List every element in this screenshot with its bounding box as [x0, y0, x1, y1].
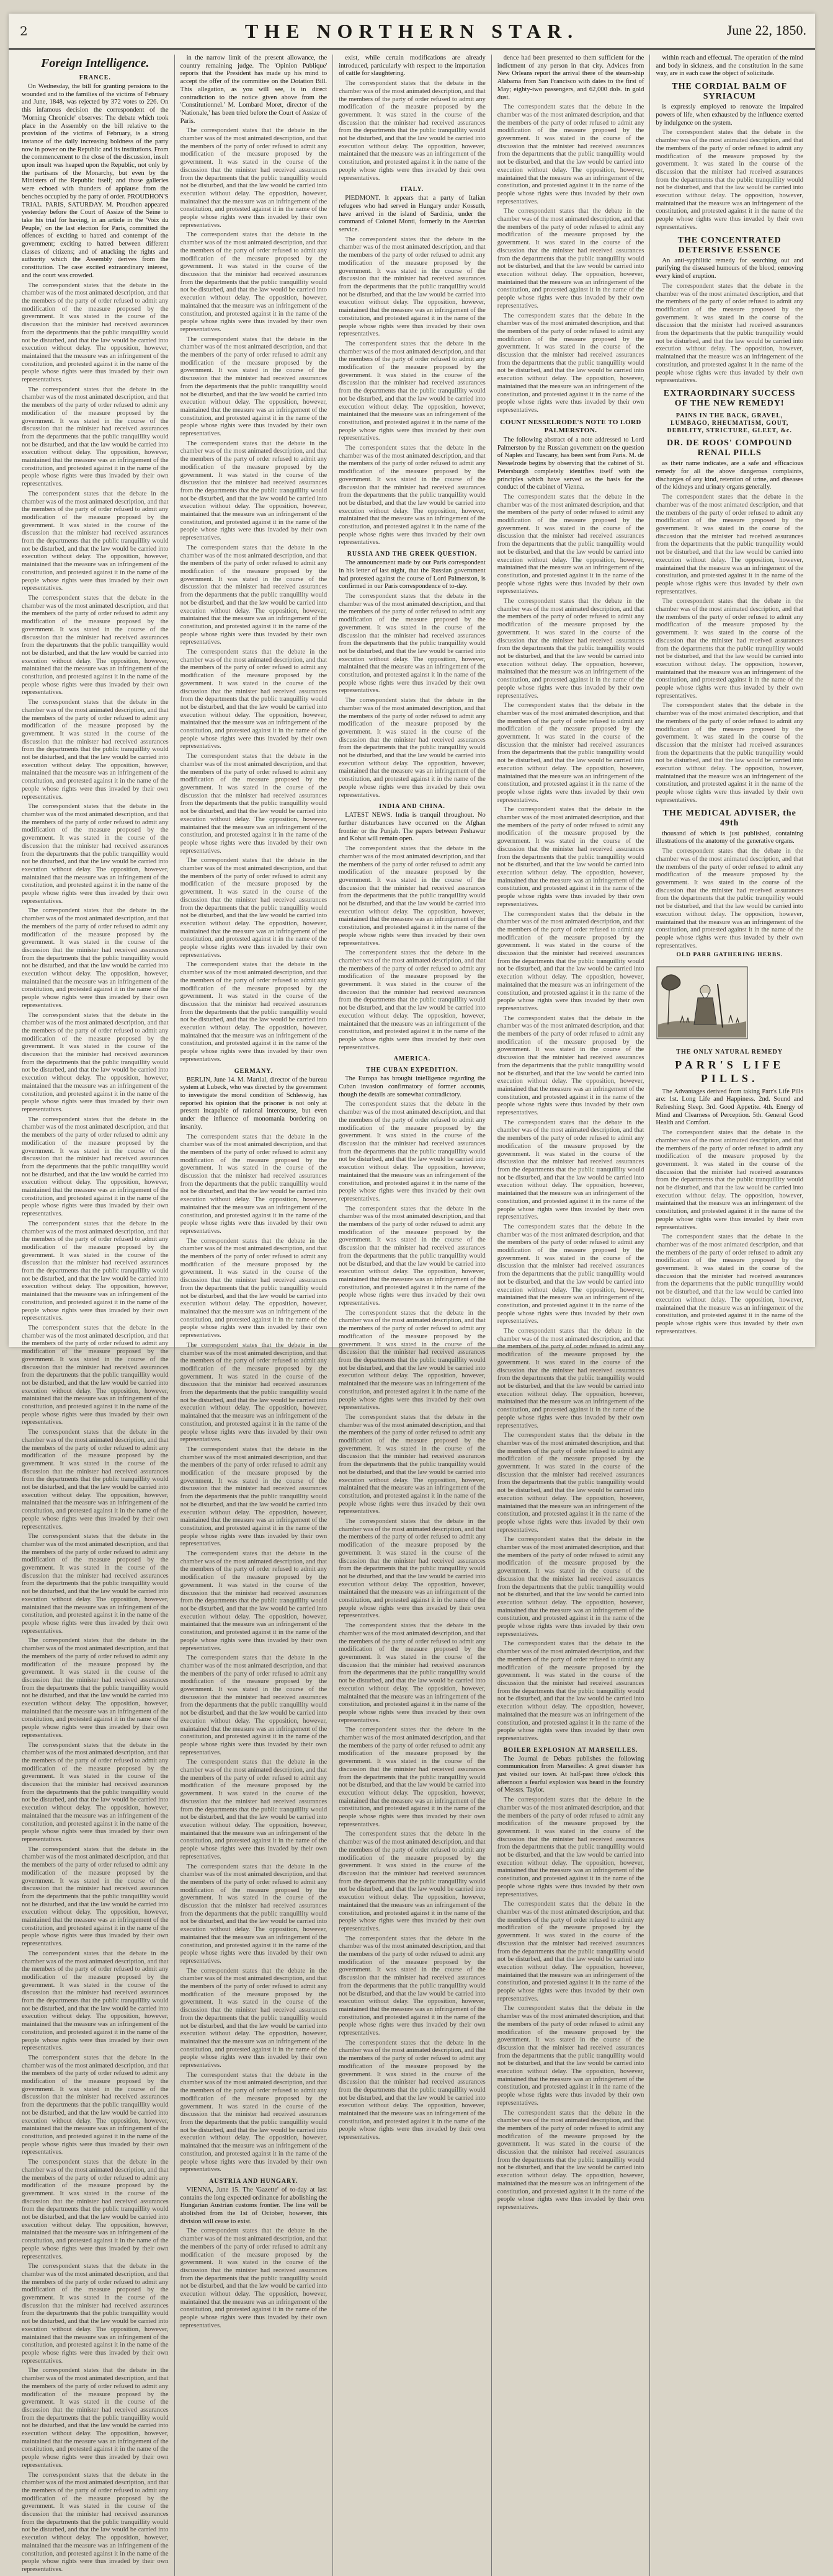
article-text: The correspondent states that the debate in the chamber was of the most animated description, and that the members of the party of order refused to admit any modification of the measure proposed by the government. It was stated in the course of the discussion that the minister had received assurances from the departments that the public tranquillity would not be disturbed, and that the law would be carried into execution without delay. The opposition, however, maintained that the measure was an infringement of the constitution, and protested against it in the name of the people whose rights were thus invaded by their own representatives. [180, 335, 327, 438]
columns [16, 55, 809, 2573]
article-text: The correspondent states that the debate in the chamber was of the most animated description, and that the members of the party of order refused to admit any modification of the measure proposed by the government. It was stated in the course of the discussion that the minister had received assurances from the departments that the public tranquillity would not be disturbed, and that the law would be carried into execution without delay. The opposition, however, maintained that the measure was an infringement of the constitution, and protested against it in the name of the people whose rights were thus invaded by their own representatives. [22, 490, 169, 592]
article-austria: VIENNA, June 15. The 'Gazette' of to-day at last contains the long expected ordinance for abolishing the Hungarian Austrian customs frontier. The line will be abolished from the 1st of October, however, this division will cease to exist. [180, 2186, 327, 2225]
article-text: The correspondent states that the debate in the chamber was of the most animated description, and that the members of the party of order refused to admit any modification of the measure proposed by the government. It was stated in the course of the discussion that the minister had received assurances from the departments that the public tranquillity would not be disturbed, and that the law would be carried into execution without delay. The opposition, however, maintained that the measure was an infringement of the constitution, and protested against it in the name of the people whose rights were thus invaded by their own representatives. [339, 80, 486, 182]
country-heading-italy: ITALY. [400, 186, 424, 193]
article-text: The correspondent states that the debate in the chamber was of the most animated description, and that the members of the party of order refused to admit any modification of the measure proposed by the government. It was stated in the course of the discussion that the minister had received assurances from the departments that the public tranquillity would not be disturbed, and that the law would be carried into execution without delay. The opposition, however, maintained that the measure was an infringement of the constitution, and protested against it in the name of the people whose rights were thus invaded by their own representatives. [497, 598, 644, 700]
article-text: The correspondent states that the debate in the chamber was of the most animated description, and that the members of the party of order refused to admit any modification of the measure proposed by the government. It was stated in the course of the discussion that the minister had received assurances from the departments that the public tranquillity would not be disturbed, and that the law would be carried into execution without delay. The opposition, however, maintained that the measure was an infringement of the constitution, and protested against it in the name of the people whose rights were thus invaded by their own representatives. [180, 1550, 327, 1652]
ad-text: The correspondent states that the debate in the chamber was of the most animated description, and that the members of the party of order refused to admit any modification of the measure proposed by the government. It was stated in the course of the discussion that the minister had received assurances from the departments that the public tranquillity would not be disturbed, and that the law would be carried into execution without delay. The opposition, however, maintained that the measure was an infringement of the constitution, and protested against it in the name of the people whose rights were thus invaded by their own representatives. [656, 282, 803, 384]
article-text: The correspondent states that the debate in the chamber was of the most animated description, and that the members of the party of order refused to admit any modification of the measure proposed by the government. It was stated in the course of the discussion that the minister had received assurances from the departments that the public tranquillity would not be disturbed, and that the law would be carried into execution without delay. The opposition, however, maintained that the measure was an infringement of the constitution, and protested against it in the name of the people whose rights were thus invaded by their own representatives. [22, 1324, 169, 1426]
ad-text: The correspondent states that the debate in the chamber was of the most animated description, and that the members of the party of order refused to admit any modification of the measure proposed by the government. It was stated in the course of the discussion that the minister had received assurances from the departments that the public tranquillity would not be disturbed, and that the law would be carried into execution without delay. The opposition, however, maintained that the measure was an infringement of the constitution, and protested against it in the name of the people whose rights were thus invaded by their own representatives. [656, 1129, 803, 1231]
article-america: The Europa has brought intelligence regarding the Cuban invasion confirmatory of former accounts, though the details are somewhat contradictory. [339, 1075, 486, 1098]
article-text: The correspondent states that the debate in the chamber was of the most animated description, and that the members of the party of order refused to admit any modification of the measure proposed by the government. It was stated in the course of the discussion that the minister had received assurances from the departments that the public tranquillity would not be disturbed, and that the law would be carried into execution without delay. The opposition, however, maintained that the measure was an infringement of the constitution, and protested against it in the name of the people whose rights were thus invaded by their own representatives. [339, 1205, 486, 1307]
article-text: The correspondent states that the debate in the chamber was of the most animated description, and that the members of the party of order refused to admit any modification of the measure proposed by the government. It was stated in the course of the discussion that the minister had received assurances from the departments that the public tranquillity would not be disturbed, and that the law would be carried into execution without delay. The opposition, however, maintained that the measure was an infringement of the constitution, and protested against it in the name of the people whose rights were thus invaded by their own representatives. [22, 1950, 169, 2052]
article-text: The correspondent states that the debate in the chamber was of the most animated description, and that the members of the party of order refused to admit any modification of the measure proposed by the government. It was stated in the course of the discussion that the minister had received assurances from the departments that the public tranquillity would not be disturbed, and that the law would be carried into execution without delay. The opposition, however, maintained that the measure was an infringement of the constitution, and protested against it in the name of the people whose rights were thus invaded by their own representatives. [497, 312, 644, 414]
article-text: dence had been presented to them sufficient for the indictment of any person in that city. Advices from New Orleans report the arrival there of the steam-ship Alabama from San Francisco with dates to the first of May; eighty-two passengers, and 62,000 dols. in gold dust. [497, 55, 644, 101]
article-text: The correspondent states that the debate in the chamber was of the most animated description, and that the members of the party of order refused to admit any modification of the measure proposed by the government. It was stated in the course of the discussion that the minister had received assurances from the departments that the public tranquillity would not be disturbed, and that the law would be carried into execution without delay. The opposition, however, maintained that the measure was an infringement of the constitution, and protested against it in the name of the people whose rights were thus invaded by their own representatives. [22, 2159, 169, 2260]
article-text: The correspondent states that the debate in the chamber was of the most animated description, and that the members of the party of order refused to admit any modification of the measure proposed by the government. It was stated in the course of the discussion that the minister had received assurances from the departments that the public tranquillity would not be disturbed, and that the law would be carried into execution without delay. The opposition, however, maintained that the measure was an infringement of the constitution, and protested against it in the name of the people whose rights were thus invaded by their own representatives. [339, 340, 486, 442]
country-heading-russia: RUSSIA AND THE GREEK QUESTION. [347, 551, 478, 558]
ad-cordial-balm-title: THE CORDIAL BALM OF SYRIACUM [672, 82, 788, 102]
country-heading-germany: GERMANY. [234, 1067, 274, 1075]
article-text: The correspondent states that the debate in the chamber was of the most animated description, and that the members of the party of order refused to admit any modification of the measure proposed by the government. It was stated in the course of the discussion that the minister had received assurances from the departments that the public tranquillity would not be disturbed, and that the law would be carried into execution without delay. The opposition, however, maintained that the measure was an infringement of the constitution, and protested against it in the name of the people whose rights were thus invaded by their own representatives. [339, 236, 486, 338]
old-parr-engraving [656, 966, 749, 1040]
ad-medical-adviser-title: THE MEDICAL ADVISER, the 49th [662, 808, 796, 828]
heading-boiler-explosion: BOILER EXPLOSION AT MARSEILLES. [503, 1746, 638, 1754]
article-text: The correspondent states that the debate in the chamber was of the most animated description, and that the members of the party of order refused to admit any modification of the measure proposed by the government. It was stated in the course of the discussion that the minister had received assurances from the departments that the public tranquillity would not be disturbed, and that the law would be carried into execution without delay. The opposition, however, maintained that the measure was an infringement of the constitution, and protested against it in the name of the people whose rights were thus invaded by their own representatives. [22, 1637, 169, 1739]
article-india: LATEST NEWS. India is tranquil throughout. No further disturbances have occurred on the Afghan frontier or the Punjab. The papers between Peshawur and Kohat will remain open. [339, 812, 486, 843]
masthead [9, 14, 815, 50]
ad-renal-pills-text: as their name indicates, are a safe and efficacious remedy for all the above dangerous complaints, discharges of any kind, retention of urine, and diseases of the kidneys and urinary organs generally. [656, 460, 803, 491]
country-heading-france: FRANCE. [79, 74, 111, 81]
article-text: The correspondent states that the debate in the chamber was of the most animated description, and that the members of the party of order refused to admit any modification of the measure proposed by the government. It was stated in the course of the discussion that the minister had received assurances from the departments that the public tranquillity would not be disturbed, and that the law would be carried into execution without delay. The opposition, however, maintained that the measure was an infringement of the constitution, and protested against it in the name of the people whose rights were thus invaded by their own representatives. [497, 1640, 644, 1742]
article-text: The correspondent states that the debate in the chamber was of the most animated description, and that the members of the party of order refused to admit any modification of the measure proposed by the government. It was stated in the course of the discussion that the minister had received assurances from the departments that the public tranquillity would not be disturbed, and that the law would be carried into execution without delay. The opposition, however, maintained that the measure was an infringement of the constitution, and protested against it in the name of the people whose rights were thus invaded by their own representatives. [497, 208, 644, 309]
article-text: The correspondent states that the debate in the chamber was of the most animated description, and that the members of the party of order refused to admit any modification of the measure proposed by the government. It was stated in the course of the discussion that the minister had received assurances from the departments that the public tranquillity would not be disturbed, and that the law would be carried into execution without delay. The opposition, however, maintained that the measure was an infringement of the constitution, and protested against it in the name of the people whose rights were thus invaded by their own representatives. [339, 1935, 486, 2037]
article-text: The correspondent states that the debate in the chamber was of the most animated description, and that the members of the party of order refused to admit any modification of the measure proposed by the government. It was stated in the course of the discussion that the minister had received assurances from the departments that the public tranquillity would not be disturbed, and that the law would be carried into execution without delay. The opposition, however, maintained that the measure was an infringement of the constitution, and protested against it in the name of the people whose rights were thus invaded by their own representatives. [339, 1101, 486, 1202]
column-3 [333, 55, 492, 2576]
article-text: The correspondent states that the debate in the chamber was of the most animated description, and that the members of the party of order refused to admit any modification of the measure proposed by the government. It was stated in the course of the discussion that the minister had received assurances from the departments that the public tranquillity would not be disturbed, and that the law would be carried into execution without delay. The opposition, however, maintained that the measure was an infringement of the constitution, and protested against it in the name of the people whose rights were thus invaded by their own representatives. [180, 1133, 327, 1235]
newspaper-page [9, 14, 815, 2573]
issue-date: June 22, 1850. [726, 22, 806, 38]
article-text: The correspondent states that the debate in the chamber was of the most animated description, and that the members of the party of order refused to admit any modification of the measure proposed by the government. It was stated in the course of the discussion that the minister had received assurances from the departments that the public tranquillity would not be disturbed, and that the law would be carried into execution without delay. The opposition, however, maintained that the measure was an infringement of the constitution, and protested against it in the name of the people whose rights were thus invaded by their own representatives. [180, 1759, 327, 1860]
ad-parr-title: PARR'S LIFE PILLS. [675, 1059, 785, 1085]
article-text: The correspondent states that the debate in the chamber was of the most animated description, and that the members of the party of order refused to admit any modification of the measure proposed by the government. It was stated in the course of the discussion that the minister had received assurances from the departments that the public tranquillity would not be disturbed, and that the law would be carried into execution without delay. The opposition, however, maintained that the measure was an infringement of the constitution, and protested against it in the name of the people whose rights were thus invaded by their own representatives. [339, 1622, 486, 1724]
column-2 [175, 55, 334, 2576]
article-text: The correspondent states that the debate in the chamber was of the most animated description, and that the members of the party of order refused to admit any modification of the measure proposed by the government. It was stated in the course of the discussion that the minister had received assurances from the departments that the public tranquillity would not be disturbed, and that the law would be carried into execution without delay. The opposition, however, maintained that the measure was an infringement of the constitution, and protested against it in the name of the people whose rights were thus invaded by their own representatives. [497, 702, 644, 804]
article-text: The correspondent states that the debate in the chamber was of the most animated description, and that the members of the party of order refused to admit any modification of the measure proposed by the government. It was stated in the course of the discussion that the minister had received assurances from the departments that the public tranquillity would not be disturbed, and that the law would be carried into execution without delay. The opposition, however, maintained that the measure was an infringement of the constitution, and protested against it in the name of the people whose rights were thus invaded by their own representatives. [22, 2054, 169, 2156]
article-text: The correspondent states that the debate in the chamber was of the most animated description, and that the members of the party of order refused to admit any modification of the measure proposed by the government. It was stated in the course of the discussion that the minister had received assurances from the departments that the public tranquillity would not be disturbed, and that the law would be carried into execution without delay. The opposition, however, maintained that the measure was an infringement of the constitution, and protested against it in the name of the people whose rights were thus invaded by their own representatives. [180, 2227, 327, 2329]
ad-text: within reach and effectual. The operation of the mind and body in sickness, and the constitution in the same way, are in each case the object of solicitude. [656, 55, 803, 78]
column-1 [16, 55, 175, 2576]
article-text: The correspondent states that the debate in the chamber was of the most animated description, and that the members of the party of order refused to admit any modification of the measure proposed by the government. It was stated in the course of the discussion that the minister had received assurances from the departments that the public tranquillity would not be disturbed, and that the law would be carried into execution without delay. The opposition, however, maintained that the measure was an infringement of the constitution, and protested against it in the name of the people whose rights were thus invaded by their own representatives. [22, 1116, 169, 1218]
article-text: The correspondent states that the debate in the chamber was of the most animated description, and that the members of the party of order refused to admit any modification of the measure proposed by the government. It was stated in the course of the discussion that the minister had received assurances from the departments that the public tranquillity would not be disturbed, and that the law would be carried into execution without delay. The opposition, however, maintained that the measure was an infringement of the constitution, and protested against it in the name of the people whose rights were thus invaded by their own representatives. [497, 1015, 644, 1117]
ad-text: The correspondent states that the debate in the chamber was of the most animated description, and that the members of the party of order refused to admit any modification of the measure proposed by the government. It was stated in the course of the discussion that the minister had received assurances from the departments that the public tranquillity would not be disturbed, and that the law would be carried into execution without delay. The opposition, however, maintained that the measure was an infringement of the constitution, and protested against it in the name of the people whose rights were thus invaded by their own representatives. [656, 702, 803, 804]
article-text: The correspondent states that the debate in the chamber was of the most animated description, and that the members of the party of order refused to admit any modification of the measure proposed by the government. It was stated in the course of the discussion that the minister had received assurances from the departments that the public tranquillity would not be disturbed, and that the law would be carried into execution without delay. The opposition, however, maintained that the measure was an infringement of the constitution, and protested against it in the name of the people whose rights were thus invaded by their own representatives. [497, 2005, 644, 2107]
article-text: The correspondent states that the debate in the chamber was of the most animated description, and that the members of the party of order refused to admit any modification of the measure proposed by the government. It was stated in the course of the discussion that the minister had received assurances from the departments that the public tranquillity would not be disturbed, and that the law would be carried into execution without delay. The opposition, however, maintained that the measure was an infringement of the constitution, and protested against it in the name of the people whose rights were thus invaded by their own representatives. [180, 753, 327, 855]
article-explosion: The Journal de Debats publishes the following communication from Marseilles: A great disaster has just visited our town. At half-past three o'clock this afternoon a fearful explosion was heard in the foundry of Messrs. Taylor. [497, 1755, 644, 1794]
article-text: The correspondent states that the debate in the chamber was of the most animated description, and that the members of the party of order refused to admit any modification of the measure proposed by the government. It was stated in the course of the discussion that the minister had received assurances from the departments that the public tranquillity would not be disturbed, and that the law would be carried into execution without delay. The opposition, however, maintained that the measure was an infringement of the constitution, and protested against it in the name of the people whose rights were thus invaded by their own representatives. [22, 1845, 169, 1948]
article-text: The correspondent states that the debate in the chamber was of the most animated description, and that the members of the party of order refused to admit any modification of the measure proposed by the government. It was stated in the course of the discussion that the minister had received assurances from the departments that the public tranquillity would not be disturbed, and that the law would be carried into execution without delay. The opposition, however, maintained that the measure was an infringement of the constitution, and protested against it in the name of the people whose rights were thus invaded by their own representatives. [22, 699, 169, 801]
ad-text: The correspondent states that the debate in the chamber was of the most animated description, and that the members of the party of order refused to admit any modification of the measure proposed by the government. It was stated in the course of the discussion that the minister had received assurances from the departments that the public tranquillity would not be disturbed, and that the law would be carried into execution without delay. The opposition, however, maintained that the measure was an infringement of the constitution, and protested against it in the name of the people whose rights were thus invaded by their own representatives. [656, 1233, 803, 1335]
article-text: The correspondent states that the debate in the chamber was of the most animated description, and that the members of the party of order refused to admit any modification of the measure proposed by the government. It was stated in the course of the discussion that the minister had received assurances from the departments that the public tranquillity would not be disturbed, and that the law would be carried into execution without delay. The opposition, however, maintained that the measure was an infringement of the constitution, and protested against it in the name of the people whose rights were thus invaded by their own representatives. [339, 845, 486, 947]
ad-text: The correspondent states that the debate in the chamber was of the most animated description, and that the members of the party of order refused to admit any modification of the measure proposed by the government. It was stated in the course of the discussion that the minister had received assurances from the departments that the public tranquillity would not be disturbed, and that the law would be carried into execution without delay. The opposition, however, maintained that the measure was an infringement of the constitution, and protested against it in the name of the people whose rights were thus invaded by their own representatives. [656, 848, 803, 949]
ad-renal-pills-title: DR. DE ROOS' COMPOUND RENAL PILLS [667, 438, 793, 458]
article-text: The correspondent states that the debate in the chamber was of the most animated description, and that the members of the party of order refused to admit any modification of the measure proposed by the government. It was stated in the course of the discussion that the minister had received assurances from the departments that the public tranquillity would not be disturbed, and that the law would be carried into execution without delay. The opposition, however, maintained that the measure was an infringement of the constitution, and protested against it in the name of the people whose rights were thus invaded by their own representatives. [497, 2109, 644, 2211]
country-heading-austria: AUSTRIA AND HUNGARY. [209, 2177, 298, 2185]
article-text: The correspondent states that the debate in the chamber was of the most animated description, and that the members of the party of order refused to admit any modification of the measure proposed by the government. It was stated in the course of the discussion that the minister had received assurances from the departments that the public tranquillity would not be disturbed, and that the law would be carried into execution without delay. The opposition, however, maintained that the measure was an infringement of the constitution, and protested against it in the name of the people whose rights were thus invaded by their own representatives. [180, 961, 327, 1063]
article-text: The correspondent states that the debate in the chamber was of the most animated description, and that the members of the party of order refused to admit any modification of the measure proposed by the government. It was stated in the course of the discussion that the minister had received assurances from the departments that the public tranquillity would not be disturbed, and that the law would be carried into execution without delay. The opposition, however, maintained that the measure was an infringement of the constitution, and protested against it in the name of the people whose rights were thus invaded by their own representatives. [22, 1011, 169, 1113]
article-text: The correspondent states that the debate in the chamber was of the most animated description, and that the members of the party of order refused to admit any modification of the measure proposed by the government. It was stated in the course of the discussion that the minister had received assurances from the departments that the public tranquillity would not be disturbed, and that the law would be carried into execution without delay. The opposition, however, maintained that the measure was an infringement of the constitution, and protested against it in the name of the people whose rights were thus invaded by their own representatives. [180, 440, 327, 542]
article-text: The correspondent states that the debate in the chamber was of the most animated description, and that the members of the party of order refused to admit any modification of the measure proposed by the government. It was stated in the course of the discussion that the minister had received assurances from the departments that the public tranquillity would not be disturbed, and that the law would be carried into execution without delay. The opposition, however, maintained that the measure was an infringement of the constitution, and protested against it in the name of the people whose rights were thus invaded by their own representatives. [22, 803, 169, 905]
ad-text: The correspondent states that the debate in the chamber was of the most animated description, and that the members of the party of order refused to admit any modification of the measure proposed by the government. It was stated in the course of the discussion that the minister had received assurances from the departments that the public tranquillity would not be disturbed, and that the law would be carried into execution without delay. The opposition, however, maintained that the measure was an infringement of the constitution, and protested against it in the name of the people whose rights were thus invaded by their own representatives. [656, 129, 803, 231]
article-france: On Wednesday, the bill for granting pensions to the wounded and to the families of the victims of February and June, 1848, was rejected by 372 votes to 226. On this infamous decision the correspondent of the 'Morning Chronicle' observes: The debate which took place in the Assembly on the bill relative to the provision of the victims of February, is a strong instance of the daily increasing boldness of the party now in power on the Republic and its institutions. From the commencement to the close of the discussion, insult upon insult was heaped upon the Republic, not only by the partisans of the Monarchy, but even by the Ministers of the Republic itself; and those galleries were echoed with thunders of applause from the benches occupied by the party of order. PROUDHON'S TRIAL. PARIS, SATURDAY. M. Proudhon appeared yesterday before the Court of Assize of the Seine to take his trial for having, in an article in the 'Voix du Peuple,' on the last election for Paris, committed the offences of exciting to hatred and contempt of the government; exciting to hatred between different classes of citizens; and of attacking the rights and authority which the Assembly derives from the constitution. The case excited extraordinary interest, and the court was crowded. [22, 83, 169, 279]
column-5-advertisements [650, 55, 809, 2576]
article-russia: The announcement made by our Paris correspondent in his letter of last night, that the Russian government had protested against the course of Lord Palmerston, is confirmed in our Paris correspondence of to-day. [339, 559, 486, 590]
article-text: The correspondent states that the debate in the chamber was of the most animated description, and that the members of the party of order refused to admit any modification of the measure proposed by the government. It was stated in the course of the discussion that the minister had received assurances from the departments that the public tranquillity would not be disturbed, and that the law would be carried into execution without delay. The opposition, however, maintained that the measure was an infringement of the constitution, and protested against it in the name of the people whose rights were thus invaded by their own representatives. [180, 544, 327, 646]
ad-text: The correspondent states that the debate in the chamber was of the most animated description, and that the members of the party of order refused to admit any modification of the measure proposed by the government. It was stated in the course of the discussion that the minister had received assurances from the departments that the public tranquillity would not be disturbed, and that the law would be carried into execution without delay. The opposition, however, maintained that the measure was an infringement of the constitution, and protested against it in the name of the people whose rights were thus invaded by their own representatives. [656, 494, 803, 595]
ad-text: The correspondent states that the debate in the chamber was of the most animated description, and that the members of the party of order refused to admit any modification of the measure proposed by the government. It was stated in the course of the discussion that the minister had received assurances from the departments that the public tranquillity would not be disturbed, and that the law would be carried into execution without delay. The opposition, however, maintained that the measure was an infringement of the constitution, and protested against it in the name of the people whose rights were thus invaded by their own representatives. [656, 598, 803, 700]
article-text: The correspondent states that the debate in the chamber was of the most animated description, and that the members of the party of order refused to admit any modification of the measure proposed by the government. It was stated in the course of the discussion that the minister had received assurances from the departments that the public tranquillity would not be disturbed, and that the law would be carried into execution without delay. The opposition, however, maintained that the measure was an infringement of the constitution, and protested against it in the name of the people whose rights were thus invaded by their own representatives. [497, 1901, 644, 2002]
article-text: The correspondent states that the debate in the chamber was of the most animated description, and that the members of the party of order refused to admit any modification of the measure proposed by the government. It was stated in the course of the discussion that the minister had received assurances from the departments that the public tranquillity would not be disturbed, and that the law would be carried into execution without delay. The opposition, however, maintained that the measure was an infringement of the constitution, and protested against it in the name of the people whose rights were thus invaded by their own representatives. [22, 2471, 169, 2573]
newspaper-title: THE NORTHERN STAR. [244, 20, 579, 42]
article-text: The correspondent states that the debate in the chamber was of the most animated description, and that the members of the party of order refused to admit any modification of the measure proposed by the government. It was stated in the course of the discussion that the minister had received assurances from the departments that the public tranquillity would not be disturbed, and that the law would be carried into execution without delay. The opposition, however, maintained that the measure was an infringement of the constitution, and protested against it in the name of the people whose rights were thus invaded by their own representatives. [180, 1237, 327, 1339]
country-heading-america: AMERICA. [393, 1055, 431, 1063]
ad-new-remedy-subtitle: PAINS IN THE BACK, GRAVEL, LUMBAGO, RHEUMATISM, GOUT, DEBILITY, STRICTURE, GLEET, &c. [667, 412, 792, 435]
article-text: The correspondent states that the debate in the chamber was of the most animated description, and that the members of the party of order refused to admit any modification of the measure proposed by the government. It was stated in the course of the discussion that the minister had received assurances from the departments that the public tranquillity would not be disturbed, and that the law would be carried into execution without delay. The opposition, however, maintained that the measure was an infringement of the constitution, and protested against it in the name of the people whose rights were thus invaded by their own representatives. [22, 907, 169, 1009]
article-text: The correspondent states that the debate in the chamber was of the most animated description, and that the members of the party of order refused to admit any modification of the measure proposed by the government. It was stated in the course of the discussion that the minister had received assurances from the departments that the public tranquillity would not be disturbed, and that the law would be carried into execution without delay. The opposition, however, maintained that the measure was an infringement of the constitution, and protested against it in the name of the people whose rights were thus invaded by their own representatives. [339, 445, 486, 546]
article-text: The correspondent states that the debate in the chamber was of the most animated description, and that the members of the party of order refused to admit any modification of the measure proposed by the government. It was stated in the course of the discussion that the minister had received assurances from the departments that the public tranquillity would not be disturbed, and that the law would be carried into execution without delay. The opposition, however, maintained that the measure was an infringement of the constitution, and protested against it in the name of the people whose rights were thus invaded by their own representatives. [497, 1119, 644, 1221]
article-text: The correspondent states that the debate in the chamber was of the most animated description, and that the members of the party of order refused to admit any modification of the measure proposed by the government. It was stated in the course of the discussion that the minister had received assurances from the departments that the public tranquillity would not be disturbed, and that the law would be carried into execution without delay. The opposition, however, maintained that the measure was an infringement of the constitution, and protested against it in the name of the people whose rights were thus invaded by their own representatives. [497, 493, 644, 595]
article-text: The correspondent states that the debate in the chamber was of the most animated description, and that the members of the party of order refused to admit any modification of the measure proposed by the government. It was stated in the course of the discussion that the minister had received assurances from the departments that the public tranquillity would not be disturbed, and that the law would be carried into execution without delay. The opposition, however, maintained that the measure was an infringement of the constitution, and protested against it in the name of the people whose rights were thus invaded by their own representatives. [339, 2039, 486, 2141]
page-number: 2 [20, 24, 28, 38]
ad-cordial-balm-text: is expressly employed to renovate the impaired powers of life, when exhausted by the influence exerted by indulgence on the system. [656, 104, 803, 127]
article-text: The correspondent states that the debate in the chamber was of the most animated description, and that the members of the party of order refused to admit any modification of the measure proposed by the government. It was stated in the course of the discussion that the minister had received assurances from the departments that the public tranquillity would not be disturbed, and that the law would be carried into execution without delay. The opposition, however, maintained that the measure was an infringement of the constitution, and protested against it in the name of the people whose rights were thus invaded by their own representatives. [180, 1967, 327, 2069]
ad-detersive-essence-title: THE CONCENTRATED DETERSIVE ESSENCE [677, 235, 782, 255]
article-text: The correspondent states that the debate in the chamber was of the most animated description, and that the members of the party of order refused to admit any modification of the measure proposed by the government. It was stated in the course of the discussion that the minister had received assurances from the departments that the public tranquillity would not be disturbed, and that the law would be carried into execution without delay. The opposition, however, maintained that the measure was an infringement of the constitution, and protested against it in the name of the people whose rights were thus invaded by their own representatives. [497, 910, 644, 1012]
heading-nesselrode-note: COUNT NESSELRODE'S NOTE TO LORD PALMERSTON. [500, 418, 641, 434]
article-text: in the narrow limit of the present allowance, the country remaining judge. The 'Opinion Publique' reports that the President has made up his mind to accept the offer of the committee on the Dotation Bill. This allegation, as you will see, is in direct contradiction to the notice given above from the 'Constitutionnel.' M. Lombard Moret, director of the 'Nationale,' has been tried before the Court of Assize of Paris. [180, 55, 327, 125]
article-text: The correspondent states that the debate in the chamber was of the most animated description, and that the members of the party of order refused to admit any modification of the measure proposed by the government. It was stated in the course of the discussion that the minister had received assurances from the departments that the public tranquillity would not be disturbed, and that the law would be carried into execution without delay. The opposition, however, maintained that the measure was an infringement of the constitution, and protested against it in the name of the people whose rights were thus invaded by their own representatives. [339, 1726, 486, 1828]
article-text: The correspondent states that the debate in the chamber was of the most animated description, and that the members of the party of order refused to admit any modification of the measure proposed by the government. It was stated in the course of the discussion that the minister had received assurances from the departments that the public tranquillity would not be disturbed, and that the law would be carried into execution without delay. The opposition, however, maintained that the measure was an infringement of the constitution, and protested against it in the name of the people whose rights were thus invaded by their own representatives. [339, 1413, 486, 1516]
article-text: The correspondent states that the debate in the chamber was of the most animated description, and that the members of the party of order refused to admit any modification of the measure proposed by the government. It was stated in the course of the discussion that the minister had received assurances from the departments that the public tranquillity would not be disturbed, and that the law would be carried into execution without delay. The opposition, however, maintained that the measure was an infringement of the constitution, and protested against it in the name of the people whose rights were thus invaded by their own representatives. [497, 806, 644, 908]
illustration-caption: OLD PARR GATHERING HERBS. [676, 952, 783, 959]
article-text: The correspondent states that the debate in the chamber was of the most animated description, and that the members of the party of order refused to admit any modification of the measure proposed by the government. It was stated in the course of the discussion that the minister had received assurances from the departments that the public tranquillity would not be disturbed, and that the law would be carried into execution without delay. The opposition, however, maintained that the measure was an infringement of the constitution, and protested against it in the name of the people whose rights were thus invaded by their own representatives. [180, 231, 327, 333]
country-heading-india: INDIA AND CHINA. [379, 803, 445, 811]
article-text: The correspondent states that the debate in the chamber was of the most animated description, and that the members of the party of order refused to admit any modification of the measure proposed by the government. It was stated in the course of the discussion that the minister had received assurances from the departments that the public tranquillity would not be disturbed, and that the law would be carried into execution without delay. The opposition, however, maintained that the measure was an infringement of the constitution, and protested against it in the name of the people whose rights were thus invaded by their own representatives. [180, 2071, 327, 2174]
article-nesselrode: The following abstract of a note addressed to Lord Palmerston by the Russian government on the question of Naples and Tuscany, has been sent from Paris. M. de Nesselrode begins by observing that the cabinet of St. Petersburgh completely identifies itself with the principles which have served as the basis for the conduct of the cabinet of Vienna. [497, 437, 644, 491]
article-germany: BERLIN, June 14. M. Martial, director of the bureau system at Lubeck, who was directed by the government to investigate the moral condition of Schleswig, has reported his opinion that the prisoner is not only at present incapable of rational intercourse, but even under the influence of monomania bordering on insanity. [180, 1076, 327, 1130]
article-text: The correspondent states that the debate in the chamber was of the most animated description, and that the members of the party of order refused to admit any modification of the measure proposed by the government. It was stated in the course of the discussion that the minister had received assurances from the departments that the public tranquillity would not be disturbed, and that the law would be carried into execution without delay. The opposition, however, maintained that the measure was an infringement of the constitution, and protested against it in the name of the people whose rights were thus invaded by their own representatives. [22, 386, 169, 488]
ad-parr-text: The Advantages derived from taking Parr's Life Pills are: 1st. Long Life and Happiness. 2nd. Sound and Refreshing Sleep. 3rd. Good Appetite. 4th. Energy of Mind and Clearness of Perception. 5th. General Good Health and Comfort. [656, 1088, 803, 1127]
article-text: The correspondent states that the debate in the chamber was of the most animated description, and that the members of the party of order refused to admit any modification of the measure proposed by the government. It was stated in the course of the discussion that the minister had received assurances from the departments that the public tranquillity would not be disturbed, and that the law would be carried into execution without delay. The opposition, however, maintained that the measure was an infringement of the constitution, and protested against it in the name of the people whose rights were thus invaded by their own representatives. [180, 857, 327, 959]
article-italy: PIEDMONT. It appears that a party of Italian refugees who had served in Hungary under Kossuth, have arrived in the island of Sardinia, under the command of Colonel Monti, formerly in the Austrian service. [339, 195, 486, 234]
article-text: The correspondent states that the debate in the chamber was of the most animated description, and that the members of the party of order refused to admit any modification of the measure proposed by the government. It was stated in the course of the discussion that the minister had received assurances from the departments that the public tranquillity would not be disturbed, and that the law would be carried into execution without delay. The opposition, however, maintained that the measure was an infringement of the constitution, and protested against it in the name of the people whose rights were thus invaded by their own representatives. [339, 697, 486, 799]
article-text: The correspondent states that the debate in the chamber was of the most animated description, and that the members of the party of order refused to admit any modification of the measure proposed by the government. It was stated in the course of the discussion that the minister had received assurances from the departments that the public tranquillity would not be disturbed, and that the law would be carried into execution without delay. The opposition, however, maintained that the measure was an infringement of the constitution, and protested against it in the name of the people whose rights were thus invaded by their own representatives. [22, 2263, 169, 2365]
section-heading: Foreign Intelligence. [41, 56, 149, 70]
ad-parr-tagline: THE ONLY NATURAL REMEDY [676, 1049, 783, 1056]
article-text: The correspondent states that the debate in the chamber was of the most animated description, and that the members of the party of order refused to admit any modification of the measure proposed by the government. It was stated in the course of the discussion that the minister had received assurances from the departments that the public tranquillity would not be disturbed, and that the law would be carried into execution without delay. The opposition, however, maintained that the measure was an infringement of the constitution, and protested against it in the name of the people whose rights were thus invaded by their own representatives. [22, 1741, 169, 1843]
article-text: The correspondent states that the debate in the chamber was of the most animated description, and that the members of the party of order refused to admit any modification of the measure proposed by the government. It was stated in the course of the discussion that the minister had received assurances from the departments that the public tranquillity would not be disturbed, and that the law would be carried into execution without delay. The opposition, however, maintained that the measure was an infringement of the constitution, and protested against it in the name of the people whose rights were thus invaded by their own representatives. [497, 1797, 644, 1898]
subheading-cuba: THE CUBAN EXPEDITION. [366, 1067, 458, 1074]
article-text: The correspondent states that the debate in the chamber was of the most animated description, and that the members of the party of order refused to admit any modification of the measure proposed by the government. It was stated in the course of the discussion that the minister had received assurances from the departments that the public tranquillity would not be disturbed, and that the law would be carried into execution without delay. The opposition, however, maintained that the measure was an infringement of the constitution, and protested against it in the name of the people whose rights were thus invaded by their own representatives. [339, 949, 486, 1051]
article-text: The correspondent states that the debate in the chamber was of the most animated description, and that the members of the party of order refused to admit any modification of the measure proposed by the government. It was stated in the course of the discussion that the minister had received assurances from the departments that the public tranquillity would not be disturbed, and that the law would be carried into execution without delay. The opposition, however, maintained that the measure was an infringement of the constitution, and protested against it in the name of the people whose rights were thus invaded by their own representatives. [22, 282, 169, 384]
ad-detersive-essence-text: An anti-syphilitic remedy for searching out and purifying the diseased humours of the blood; removing every kind of eruption. [656, 257, 803, 280]
engraving-figure-body [694, 998, 716, 1024]
article-text: The correspondent states that the debate in the chamber was of the most animated description, and that the members of the party of order refused to admit any modification of the measure proposed by the government. It was stated in the course of the discussion that the minister had received assurances from the departments that the public tranquillity would not be disturbed, and that the law would be carried into execution without delay. The opposition, however, maintained that the measure was an infringement of the constitution, and protested against it in the name of the people whose rights were thus invaded by their own representatives. [22, 595, 169, 696]
article-text: The correspondent states that the debate in the chamber was of the most animated description, and that the members of the party of order refused to admit any modification of the measure proposed by the government. It was stated in the course of the discussion that the minister had received assurances from the departments that the public tranquillity would not be disturbed, and that the law would be carried into execution without delay. The opposition, however, maintained that the measure was an infringement of the constitution, and protested against it in the name of the people whose rights were thus invaded by their own representatives. [22, 2367, 169, 2469]
article-text: The correspondent states that the debate in the chamber was of the most animated description, and that the members of the party of order refused to admit any modification of the measure proposed by the government. It was stated in the course of the discussion that the minister had received assurances from the departments that the public tranquillity would not be disturbed, and that the law would be carried into execution without delay. The opposition, however, maintained that the measure was an infringement of the constitution, and protested against it in the name of the people whose rights were thus invaded by their own representatives. [339, 1518, 486, 1620]
article-text: The correspondent states that the debate in the chamber was of the most animated description, and that the members of the party of order refused to admit any modification of the measure proposed by the government. It was stated in the course of the discussion that the minister had received assurances from the departments that the public tranquillity would not be disturbed, and that the law would be carried into execution without delay. The opposition, however, maintained that the measure was an infringement of the constitution, and protested against it in the name of the people whose rights were thus invaded by their own representatives. [22, 1429, 169, 1530]
article-text: The correspondent states that the debate in the chamber was of the most animated description, and that the members of the party of order refused to admit any modification of the measure proposed by the government. It was stated in the course of the discussion that the minister had received assurances from the departments that the public tranquillity would not be disturbed, and that the law would be carried into execution without delay. The opposition, however, maintained that the measure was an infringement of the constitution, and protested against it in the name of the people whose rights were thus invaded by their own representatives. [180, 127, 327, 229]
article-text: The correspondent states that the debate in the chamber was of the most animated description, and that the members of the party of order refused to admit any modification of the measure proposed by the government. It was stated in the course of the discussion that the minister had received assurances from the departments that the public tranquillity would not be disturbed, and that the law would be carried into execution without delay. The opposition, however, maintained that the measure was an infringement of the constitution, and protested against it in the name of the people whose rights were thus invaded by their own representatives. [497, 1223, 644, 1325]
ad-medical-adviser-text: thousand of which is just published, containing illustrations of the anatomy of the generative organs. [656, 830, 803, 845]
article-text: The correspondent states that the debate in the chamber was of the most animated description, and that the members of the party of order refused to admit any modification of the measure proposed by the government. It was stated in the course of the discussion that the minister had received assurances from the departments that the public tranquillity would not be disturbed, and that the law would be carried into execution without delay. The opposition, however, maintained that the measure was an infringement of the constitution, and protested against it in the name of the people whose rights were thus invaded by their own representatives. [180, 1341, 327, 1444]
article-text: The correspondent states that the debate in the chamber was of the most animated description, and that the members of the party of order refused to admit any modification of the measure proposed by the government. It was stated in the course of the discussion that the minister had received assurances from the departments that the public tranquillity would not be disturbed, and that the law would be carried into execution without delay. The opposition, however, maintained that the measure was an infringement of the constitution, and protested against it in the name of the people whose rights were thus invaded by their own representatives. [497, 1328, 644, 1429]
article-text: The correspondent states that the debate in the chamber was of the most animated description, and that the members of the party of order refused to admit any modification of the measure proposed by the government. It was stated in the course of the discussion that the minister had received assurances from the departments that the public tranquillity would not be disturbed, and that the law would be carried into execution without delay. The opposition, however, maintained that the measure was an infringement of the constitution, and protested against it in the name of the people whose rights were thus invaded by their own representatives. [22, 1220, 169, 1322]
article-text: exist, while certain modifications are already introduced, particularly with respect to the importation of cattle for slaughtering. [339, 55, 486, 78]
article-text: The correspondent states that the debate in the chamber was of the most animated description, and that the members of the party of order refused to admit any modification of the measure proposed by the government. It was stated in the course of the discussion that the minister had received assurances from the departments that the public tranquillity would not be disturbed, and that the law would be carried into execution without delay. The opposition, however, maintained that the measure was an infringement of the constitution, and protested against it in the name of the people whose rights were thus invaded by their own representatives. [497, 1536, 644, 1638]
article-text: The correspondent states that the debate in the chamber was of the most animated description, and that the members of the party of order refused to admit any modification of the measure proposed by the government. It was stated in the course of the discussion that the minister had received assurances from the departments that the public tranquillity would not be disturbed, and that the law would be carried into execution without delay. The opposition, however, maintained that the measure was an infringement of the constitution, and protested against it in the name of the people whose rights were thus invaded by their own representatives. [180, 649, 327, 750]
article-text: The correspondent states that the debate in the chamber was of the most animated description, and that the members of the party of order refused to admit any modification of the measure proposed by the government. It was stated in the course of the discussion that the minister had received assurances from the departments that the public tranquillity would not be disturbed, and that the law would be carried into execution without delay. The opposition, however, maintained that the measure was an infringement of the constitution, and protested against it in the name of the people whose rights were thus invaded by their own representatives. [180, 1654, 327, 1756]
article-text: The correspondent states that the debate in the chamber was of the most animated description, and that the members of the party of order refused to admit any modification of the measure proposed by the government. It was stated in the course of the discussion that the minister had received assurances from the departments that the public tranquillity would not be disturbed, and that the law would be carried into execution without delay. The opposition, however, maintained that the measure was an infringement of the constitution, and protested against it in the name of the people whose rights were thus invaded by their own representatives. [180, 1863, 327, 1965]
column-4 [492, 55, 651, 2576]
article-text: The correspondent states that the debate in the chamber was of the most animated description, and that the members of the party of order refused to admit any modification of the measure proposed by the government. It was stated in the course of the discussion that the minister had received assurances from the departments that the public tranquillity would not be disturbed, and that the law would be carried into execution without delay. The opposition, however, maintained that the measure was an infringement of the constitution, and protested against it in the name of the people whose rights were thus invaded by their own representatives. [339, 1831, 486, 1932]
article-text: The correspondent states that the debate in the chamber was of the most animated description, and that the members of the party of order refused to admit any modification of the measure proposed by the government. It was stated in the course of the discussion that the minister had received assurances from the departments that the public tranquillity would not be disturbed, and that the law would be carried into execution without delay. The opposition, however, maintained that the measure was an infringement of the constitution, and protested against it in the name of the people whose rights were thus invaded by their own representatives. [180, 1446, 327, 1548]
article-text: The correspondent states that the debate in the chamber was of the most animated description, and that the members of the party of order refused to admit any modification of the measure proposed by the government. It was stated in the course of the discussion that the minister had received assurances from the departments that the public tranquillity would not be disturbed, and that the law would be carried into execution without delay. The opposition, however, maintained that the measure was an infringement of the constitution, and protested against it in the name of the people whose rights were thus invaded by their own representatives. [497, 104, 644, 205]
article-text: The correspondent states that the debate in the chamber was of the most animated description, and that the members of the party of order refused to admit any modification of the measure proposed by the government. It was stated in the course of the discussion that the minister had received assurances from the departments that the public tranquillity would not be disturbed, and that the law would be carried into execution without delay. The opposition, however, maintained that the measure was an infringement of the constitution, and protested against it in the name of the people whose rights were thus invaded by their own representatives. [339, 593, 486, 695]
ad-new-remedy-title: EXTRAORDINARY SUCCESS OF THE NEW REMEDY! [663, 388, 796, 409]
article-text: The correspondent states that the debate in the chamber was of the most animated description, and that the members of the party of order refused to admit any modification of the measure proposed by the government. It was stated in the course of the discussion that the minister had received assurances from the departments that the public tranquillity would not be disturbed, and that the law would be carried into execution without delay. The opposition, however, maintained that the measure was an infringement of the constitution, and protested against it in the name of the people whose rights were thus invaded by their own representatives. [497, 1432, 644, 1534]
article-text: The correspondent states that the debate in the chamber was of the most animated description, and that the members of the party of order refused to admit any modification of the measure proposed by the government. It was stated in the course of the discussion that the minister had received assurances from the departments that the public tranquillity would not be disturbed, and that the law would be carried into execution without delay. The opposition, however, maintained that the measure was an infringement of the constitution, and protested against it in the name of the people whose rights were thus invaded by their own representatives. [339, 1309, 486, 1411]
article-text: The correspondent states that the debate in the chamber was of the most animated description, and that the members of the party of order refused to admit any modification of the measure proposed by the government. It was stated in the course of the discussion that the minister had received assurances from the departments that the public tranquillity would not be disturbed, and that the law would be carried into execution without delay. The opposition, however, maintained that the measure was an infringement of the constitution, and protested against it in the name of the people whose rights were thus invaded by their own representatives. [22, 1533, 169, 1635]
